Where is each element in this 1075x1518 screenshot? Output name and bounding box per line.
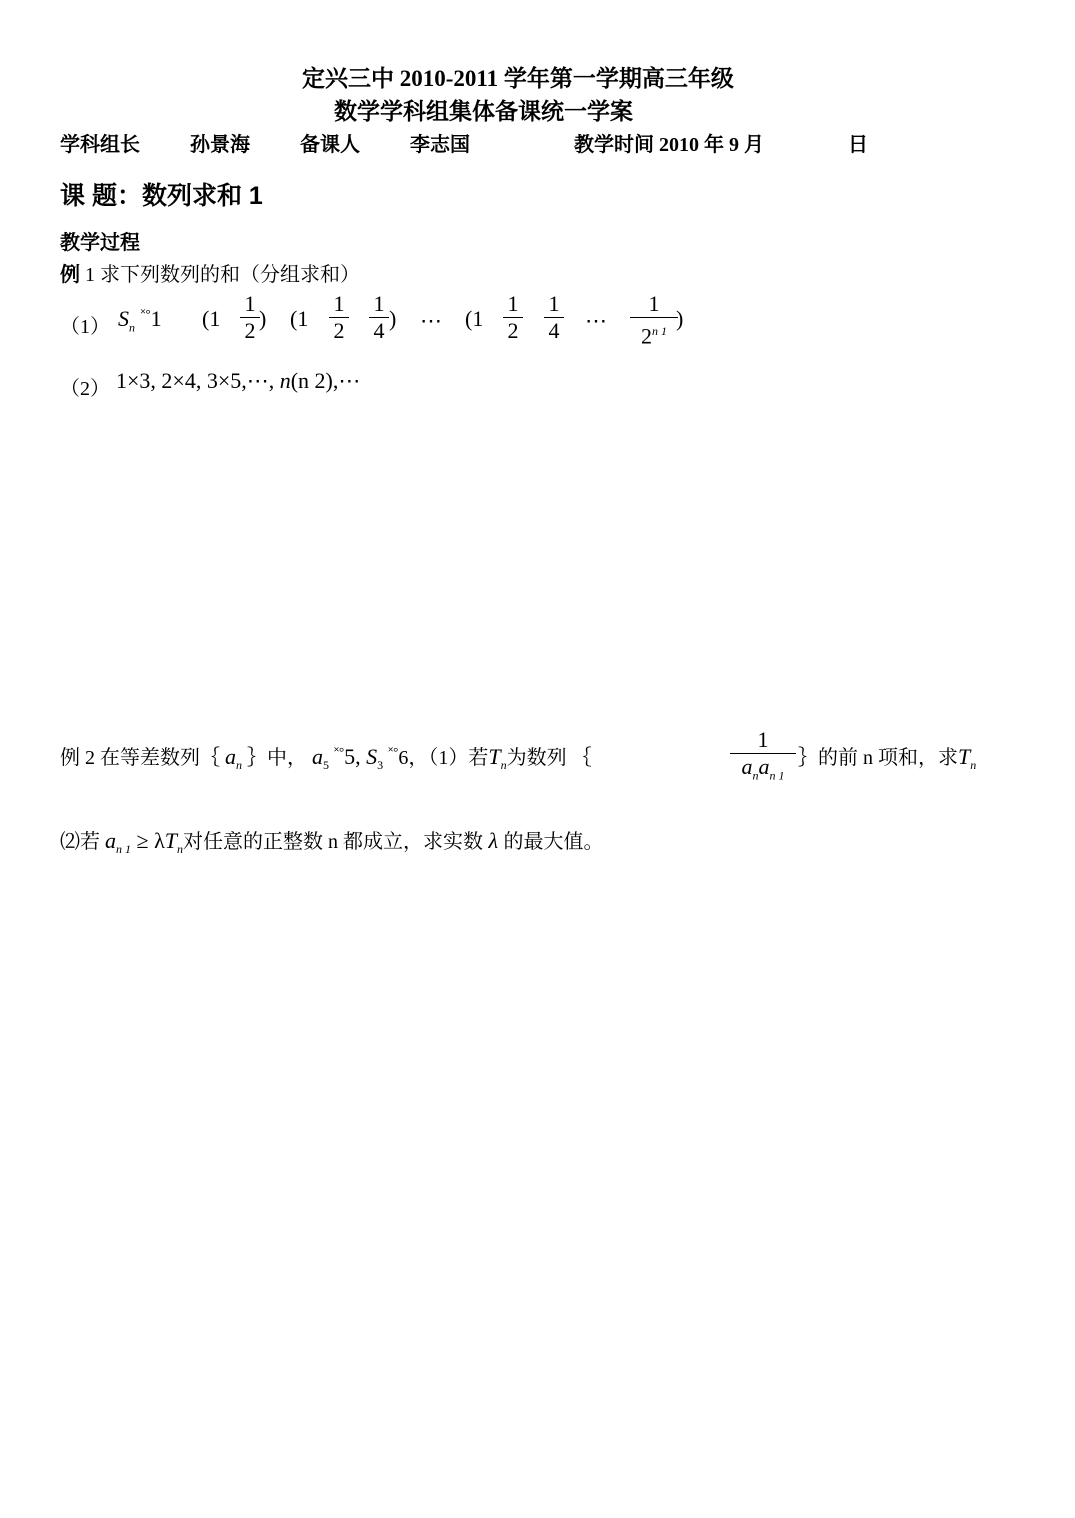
fraction-denominator: 4 (548, 318, 560, 343)
example2-lead: 例 2 在等差数列｛ (60, 747, 220, 769)
first-term: 1 (150, 306, 162, 331)
example2-fraction (730, 728, 796, 787)
example1-part2-marker: （2） (60, 378, 110, 400)
paren-term-1: (1 (202, 306, 221, 331)
ellipsis-1: ⋯ (420, 308, 442, 333)
var-a-next-sub: n 1 (116, 842, 131, 856)
document-subtitle: 数学学科组集体备课统一学案 (334, 99, 633, 124)
example2-line2 (60, 825, 604, 857)
value-five: 5, (344, 744, 367, 769)
example1-part1-marker: （1） (60, 316, 110, 338)
example2-after-an: ｝中， (247, 747, 307, 769)
document-title: 定兴三中 2010-2011 学年第一学期高三年级 (302, 66, 734, 91)
var-S3: S (366, 744, 378, 769)
fraction-bar (630, 317, 678, 318)
var-a: a (225, 744, 236, 769)
example1-label: 例 (60, 264, 80, 286)
example2-part2-text: 对任意的正整数 n 都成立，求实数 (183, 831, 483, 853)
example2-part2-end: 的最大值。 (503, 831, 604, 853)
fraction-1-4 (369, 292, 389, 343)
fraction-numerator: 1 (757, 727, 769, 752)
example2-line1-end (798, 741, 976, 773)
var-T-ineq-sub: n (177, 842, 183, 856)
sequence-terms: 1×3, 2×4, 3×5,⋯, (116, 368, 280, 393)
teaching-day: 日 (848, 134, 868, 156)
example2-part2-lead: ⑵若 (60, 831, 100, 853)
example2-line1 (60, 741, 592, 773)
equals-glyph: ˟° (140, 306, 151, 321)
fraction-denominator: $2^{n 1}$ (641, 323, 667, 349)
inequality: ≥ λ (131, 828, 165, 853)
example1-heading (60, 258, 360, 287)
fraction-numerator: 1 (333, 291, 345, 316)
var-lambda: λ (483, 828, 504, 853)
fraction-denominator: 2 (507, 318, 519, 343)
example1-text: 1 求下列数列的和（分组求和） (80, 264, 360, 286)
fraction-1-2c (503, 292, 523, 343)
fraction-denominator: 2 (244, 318, 256, 343)
preparer-label: 备课人 (300, 134, 360, 156)
value-six: 6，（1）若 (398, 747, 489, 769)
paren-term-2: (1 (290, 306, 309, 331)
general-term-rest: (n 2),⋯ (290, 368, 361, 393)
fraction-1-4b (544, 292, 564, 343)
ellipsis-2: ⋯ (585, 308, 607, 333)
var-a5-sub: 5 (323, 758, 329, 772)
teaching-time: 教学时间 2010 年 9 月 (574, 134, 764, 156)
fraction-denominator: $a_na_{n 1}$ (741, 754, 785, 783)
var-a-sub: n (236, 758, 242, 772)
group-leader-label: 学科组长 (60, 134, 140, 156)
general-term-n: n (279, 368, 291, 393)
fraction-1-2b (329, 292, 349, 343)
fraction-numerator: 1 (507, 291, 519, 316)
fraction-numerator: 1 (648, 291, 660, 316)
paren-term-n: (1 (465, 306, 484, 331)
var-T-end: T (958, 744, 971, 769)
equals-glyph-s3: ˟° (388, 744, 399, 759)
fraction-1-2 (240, 292, 260, 343)
var-T: T (488, 744, 501, 769)
lesson-topic: 课 题：数列求和 1 (60, 182, 263, 210)
fraction-numerator: 1 (548, 291, 560, 316)
preparer-name: 李志国 (410, 134, 470, 156)
var-T-end-sub: n (970, 758, 977, 772)
var-a-next: a (105, 828, 116, 853)
example1-part1-lhs (118, 306, 162, 335)
fraction-1-2pow (630, 292, 678, 348)
equals-glyph-a5: ˟° (334, 744, 345, 759)
sum-subscript: n (129, 320, 135, 335)
var-T-ineq: T (164, 828, 177, 853)
fraction-numerator: 1 (244, 291, 256, 316)
example2-after-T: 为数列 ｛ (506, 747, 592, 769)
fraction-denominator: 4 (373, 318, 385, 343)
close-paren-1: ) (259, 306, 267, 331)
sum-symbol: S (118, 306, 129, 331)
group-leader-name: 孙景海 (190, 134, 250, 156)
fraction-numerator: 1 (373, 291, 385, 316)
example2-after-frac: ｝的前 n 项和，求 (798, 747, 958, 769)
var-a5: a (312, 744, 323, 769)
example1-part2-sequence (116, 368, 360, 394)
process-heading: 教学过程 (60, 232, 140, 254)
var-T-sub: n (500, 758, 507, 772)
var-S3-sub: 3 (377, 758, 384, 772)
fraction-denominator: 2 (333, 318, 345, 343)
close-paren-2: ) (389, 306, 397, 331)
close-paren-n: ) (676, 306, 684, 331)
